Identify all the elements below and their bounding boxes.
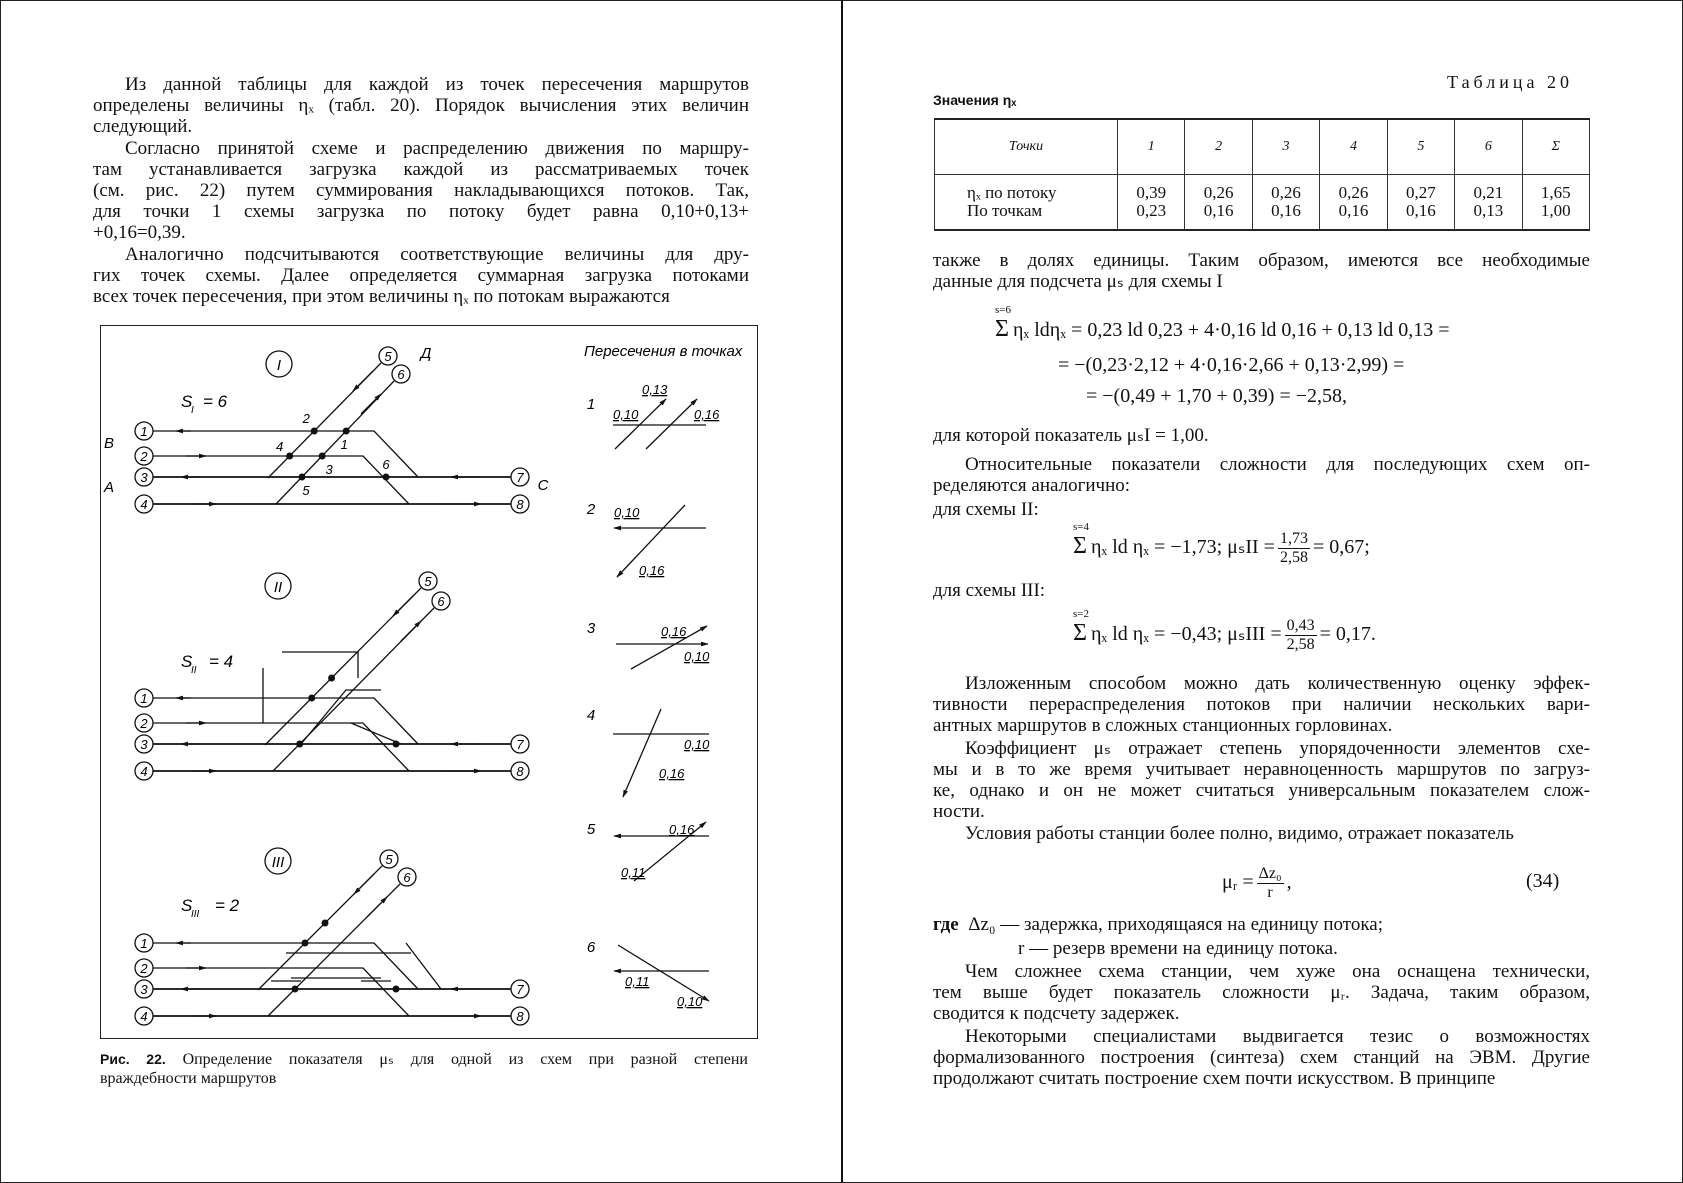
node-label: 6 [397,367,405,382]
cell-value: 0,26 [1271,183,1301,202]
track-line [618,945,709,1001]
node-label: 4 [140,497,148,512]
intersection-point [328,675,335,682]
direction-label: С [537,477,549,494]
figure-22 [100,325,758,1039]
intersection-point [308,695,315,702]
flow-value: 0,10 [614,505,640,520]
text-line: Изложенным способом можно дать количественную оценку эффек- [965,673,1590,694]
table-cell [1522,175,1589,231]
track-line [153,431,418,477]
column-header: Точки [935,119,1118,175]
node-label: 2 [140,716,148,731]
formula-34: μᵣ = $\frac{\text{Δz₀}}{r}$ , [1222,865,1292,901]
flow-value: 0,10 [677,994,703,1009]
text-line: там устанавливается загрузка каждой из рассматриваемых точек [93,159,749,180]
text-line: мы и в то же время учитывает неравноценность маршрутов по загруз- [933,758,1590,780]
text-line: Условия работы станции более полно, видимо, отражает показатель [965,823,1514,844]
fraction: $\frac{\text{Δz₀}}{r}$ [1258,865,1282,901]
text-line: Из данной таблицы для каждой из точек пересечения маршрутов [125,74,749,95]
text-line: Относительные показатели сложности для последующих схем оп- [965,454,1590,475]
intersection-point [393,986,400,993]
flow-value: 0,10 [684,649,710,664]
intersection-point [298,474,305,481]
row-label: По точкам [967,201,1043,220]
track-line [367,897,387,917]
text-line: для точки 1 схемы загрузка по потоку будет равна 0,10+0,13+ [93,201,749,222]
where-line-1: где Δz₀ — задержка, приходящаяся на единицу потока; [933,914,1383,935]
table-row [935,175,1590,231]
scheme-2-label: для схемы II: [933,499,1039,520]
node-label: 7 [516,737,524,752]
fraction: $\frac{1,73}{2,58}$ [1279,530,1308,566]
cell-value: 0,27 [1406,183,1436,202]
direction-label: Д [420,345,432,362]
scheme-number: II [273,579,283,596]
text-line: всех точек пересечения, при этом величины ηₓ по потокам выражаются [93,286,670,307]
s-label: S [181,896,193,915]
intersection-number: 2 [586,501,596,518]
cell-value: 0,16 [1271,201,1301,220]
node-label: 2 [140,449,148,464]
text-line: следующий. [93,116,193,137]
scheme-number: III [271,854,285,871]
text-line: антных маршрутов в сложных станционных горловинах. [933,715,1393,736]
track-line [282,652,358,678]
column-header: 1 [1118,119,1185,175]
flow-value: 0,11 [625,974,650,989]
flow-value: 0,16 [639,563,665,578]
track-line [153,968,409,1016]
node-label: 6 [437,594,445,609]
intersection-point [319,453,326,460]
intersection-number: 1 [586,396,596,413]
s-label: S [181,392,193,411]
point-label: 4 [276,439,284,454]
intersection-number: 3 [586,620,596,637]
cell-value: 0,21 [1473,183,1504,202]
track-line [646,399,697,449]
column-header: 3 [1252,119,1319,175]
cell-value: 0,16 [1338,201,1369,220]
text-line: гих точек схемы. Далее определяется суммарная загрузка потоками [93,265,749,286]
track-line [153,456,409,504]
track-line [401,621,421,641]
cell-value: 1,65 [1540,183,1571,202]
track-line [353,371,373,391]
cell-value: 0,16 [1406,201,1436,220]
column-header: 6 [1455,119,1522,175]
node-label: 3 [140,470,148,485]
track-line [153,698,418,744]
direction-label: А [103,479,115,496]
text-line: ределяются аналогично: [933,475,1131,496]
text-line: данные для подсчета μₛ для схемы I [933,271,1223,292]
intersection-number: 4 [586,707,596,724]
text-line: тем выше будет показатель сложности μᵣ. Задача, таким образом, [933,982,1590,1003]
table-cell [1455,175,1522,231]
s-subscript: II [191,665,197,676]
where-line-2: r — резерв времени на единицу потока. [1018,938,1338,959]
table-cell [1320,175,1387,231]
text-line: также в долях единицы. Таким образом, имеются все необходимые [933,250,1590,271]
node-label: 1 [140,424,148,439]
cell-value: 0,23 [1136,201,1167,220]
intersection-point [393,741,400,748]
flow-value: 0,11 [621,865,646,880]
table-header-row [935,119,1590,175]
node-label: 5 [424,574,432,589]
direction-label: В [103,435,115,452]
s-subscript: III [191,909,200,920]
node-label: 8 [516,764,524,779]
table-cell [1387,175,1454,231]
text-line: Коэффициент μₛ отражает степень упорядоченности элементов схе- [965,737,1590,759]
intersection-point [311,428,318,435]
formula-scheme-1-line-3: = −(0,49 + 1,70 + 0,39) = −2,58, [1086,385,1347,407]
node-label: 8 [516,1009,524,1024]
node-label: 4 [140,764,148,779]
text-line: формализованного построения (синтеза) схем станций на ЭВМ. Другие [933,1046,1590,1068]
formula-scheme-2: s=4 Σ ηₓ ld ηₓ = −1,73; μₛII = $\frac{1,73}{2,58}$ = 0,67; [1073,521,1370,566]
text-line: (см. рис. 22) путем суммирования накладывающихся потоков. Так, [93,180,749,201]
sigma-symbol: s=2 Σ [1073,608,1089,647]
cell-value: 0,26 [1203,183,1234,202]
track-line [623,709,661,797]
paragraphs [933,961,1590,1089]
flow-value: 0,16 [694,407,720,422]
intersection-point [296,741,303,748]
s-subscript: I [191,405,194,416]
caption-line: враждебности маршрутов [100,1070,277,1087]
flow-value: 0,16 [659,766,685,781]
intersection-point [286,453,293,460]
table-cell [1252,175,1319,231]
row-labels [935,175,1118,231]
node-label: 3 [140,737,148,752]
node-label: 4 [140,1009,148,1024]
cell-value: 0,26 [1338,183,1369,202]
node-label: 7 [516,470,524,485]
s-value: = 2 [215,896,240,915]
formula-scheme-1: s=6 Σ ηₓ ldηₓ = 0,23 ld 0,23 + 4·0,16 ld 0,16 + 0,13 ld 0,13 = [995,304,1450,342]
text-line: Согласно принятой схеме и распределению движения по маршру- [125,138,749,159]
text-line: Аналогично подсчитываются соответствующие величины для дру- [125,244,749,265]
text-line: тивности перераспределения потоков при наличии нескольких вари- [933,694,1590,715]
text-line: определены величины ηₓ (табл. 20). Порядок вычисления этих величин [93,95,749,116]
fraction: $\frac{0,43}{2,58}$ [1286,617,1315,653]
text-line: +0,16=0,39. [93,222,186,243]
node-label: 2 [140,961,148,976]
intersections-title: Пересечения в точках [584,343,743,360]
cell-value: 0,39 [1136,183,1167,202]
column-header: Σ [1522,119,1589,175]
track-line [361,394,381,414]
table-cell [1185,175,1252,231]
formula-scheme-3: s=2 Σ ηₓ ld ηₓ = −0,43; μₛIII = $\frac{0,43}{2,58}$ = 0,17. [1073,608,1376,653]
track-line [153,943,418,989]
column-header: 5 [1387,119,1454,175]
text-line: ке, однако и он не может считаться универсальным показателем слож- [933,779,1590,801]
mu-s1-line: для которой показатель μₛI = 1,00. [933,425,1209,446]
cell-value: 1,00 [1540,201,1571,220]
node-label: 5 [384,349,392,364]
intersection-point [302,940,309,947]
node-label: 8 [516,497,524,512]
cell-value: 0,13 [1473,201,1504,220]
equation-number: (34) [1526,870,1560,892]
track-line [354,874,374,894]
intersection-number: 6 [586,939,596,956]
flow-value: 0,16 [661,624,687,639]
track-line [351,723,401,744]
column-header: 4 [1320,119,1387,175]
text-line: сводится к подсчету задержек. [933,1003,1180,1024]
formula-scheme-1-line-2: = −(0,23·2,12 + 4·0,16·2,66 + 0,13·2,99) = [1058,354,1405,376]
scheme-3-label: для схемы III: [933,580,1046,601]
table-title: Значения ηₓ [933,92,1017,108]
point-label: 3 [325,462,333,477]
intersection-point [292,986,299,993]
caption-line: Рис. 22. Определение показателя μₛ для одной из схем при разной степени [100,1051,748,1068]
paragraphs [933,673,1590,844]
point-label: 1 [340,437,348,452]
intersection-point [343,428,350,435]
intersection-point [322,920,329,927]
left-page-text [93,74,749,307]
paragraph [933,454,1590,496]
intersection-number: 5 [586,821,596,838]
row-label: ηₓ по потоку [967,183,1057,202]
node-label: 1 [140,691,148,706]
point-label: 2 [302,411,310,426]
text-line: Чем сложнее схема станции, чем хуже она оснащена технически, [965,961,1590,982]
point-label: 6 [382,457,390,472]
s-label: S [181,652,193,671]
flow-value: 0,10 [613,407,639,422]
table-number: Таблица 20 [1447,72,1573,92]
text-line: продолжают считать построение схем почти искусством. В принципе [933,1067,1496,1089]
text-line: Некоторыми специалистами выдвигается тезис о возможностях [965,1025,1590,1047]
node-label: 1 [140,936,148,951]
node-label: 5 [385,852,393,867]
track-line [393,596,413,616]
paragraph [933,250,1590,292]
sigma-symbol: s=4 Σ [1073,521,1089,560]
column-header: 2 [1185,119,1252,175]
flow-value: 0,16 [669,822,695,837]
eta-table [934,118,1590,231]
text-line: ности. [933,800,985,822]
node-label: 6 [403,870,411,885]
figure-label: Рис. 22. [100,1051,166,1067]
flow-value: 0,10 [684,737,710,752]
scheme-number: I [276,357,282,374]
s-value: = 6 [203,392,228,411]
cell-value: 0,16 [1203,201,1234,220]
table-cell [1118,175,1185,231]
s-value: = 4 [209,652,234,671]
figure-caption [100,1050,748,1088]
sigma-symbol: s=6 Σ [995,304,1011,342]
point-label: 5 [302,483,310,498]
page-gutter [841,0,843,1183]
node-label: 3 [140,982,148,997]
node-label: 7 [516,982,524,997]
flow-value: 0,13 [642,382,668,397]
intersection-point [383,474,390,481]
